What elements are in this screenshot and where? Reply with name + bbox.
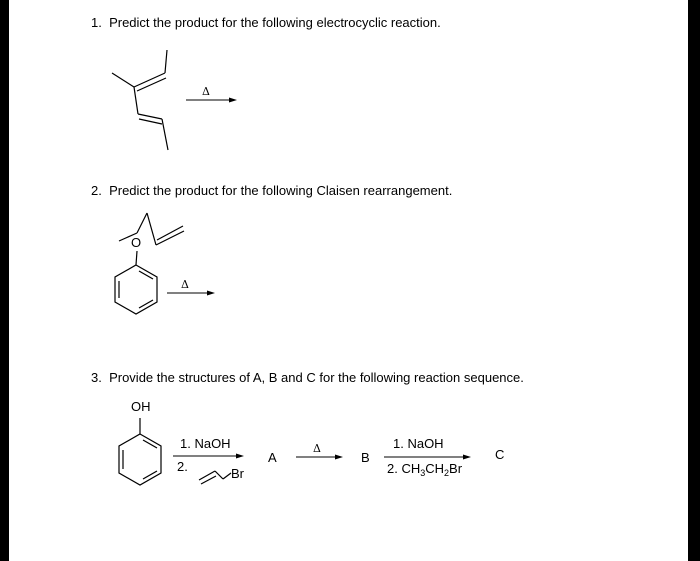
q1-heat-symbol: Δ: [202, 85, 210, 98]
q3-step1-arrow: [173, 454, 244, 459]
step1-reagent-naoh: 1. NaOH: [180, 436, 231, 451]
step1-reagent-2: 2.: [177, 459, 188, 474]
question-3: [91, 370, 524, 385]
intermediate-b-label: B: [361, 450, 370, 465]
intermediate-a-label: A: [268, 450, 277, 465]
step3-reagent-naoh: 1. NaOH: [393, 436, 444, 451]
q2-aryl-ether-structure: [115, 213, 184, 314]
question-3-text: Provide the structures of A, B and C for the following reaction sequence.: [109, 370, 524, 385]
ethyl-bromide-sub-2: 2: [444, 468, 450, 478]
q3-heat-symbol: Δ: [313, 442, 321, 455]
question-1-number: 1.: [91, 15, 102, 30]
q3-phenol-structure: [119, 418, 161, 485]
question-2-number: 2.: [91, 183, 102, 198]
bromine-label: Br: [231, 466, 244, 481]
q1-triene-structure: [112, 50, 168, 150]
product-c-label: C: [495, 447, 505, 462]
worksheet-page: [9, 0, 688, 561]
question-3-number: 3.: [91, 370, 102, 385]
q2-heat-symbol: Δ: [181, 278, 189, 291]
allyl-bromide-structure: [199, 471, 231, 484]
q1-reaction-arrow: [186, 98, 237, 103]
question-2: [91, 183, 452, 198]
q3-step3-arrow: [384, 455, 471, 460]
step3-reagent-ethyl-bromide: [387, 462, 462, 480]
oxygen-atom-label: O: [131, 235, 142, 250]
question-2-text: Predict the product for the following Claisen rearrangement.: [109, 183, 453, 198]
ethyl-bromide-mid: CH: [425, 461, 445, 476]
q2-reaction-arrow: [167, 291, 215, 296]
structures-drawing: [9, 0, 688, 561]
ethyl-bromide-suffix: Br: [449, 461, 463, 476]
question-1-text: Predict the product for the following electrocyclic reaction.: [109, 15, 441, 30]
hydroxyl-label: OH: [131, 399, 151, 414]
ethyl-bromide-prefix: 2. CH: [387, 461, 421, 476]
q3-step2-arrow: [296, 455, 343, 460]
ethyl-bromide-sub-3: 3: [420, 468, 426, 478]
